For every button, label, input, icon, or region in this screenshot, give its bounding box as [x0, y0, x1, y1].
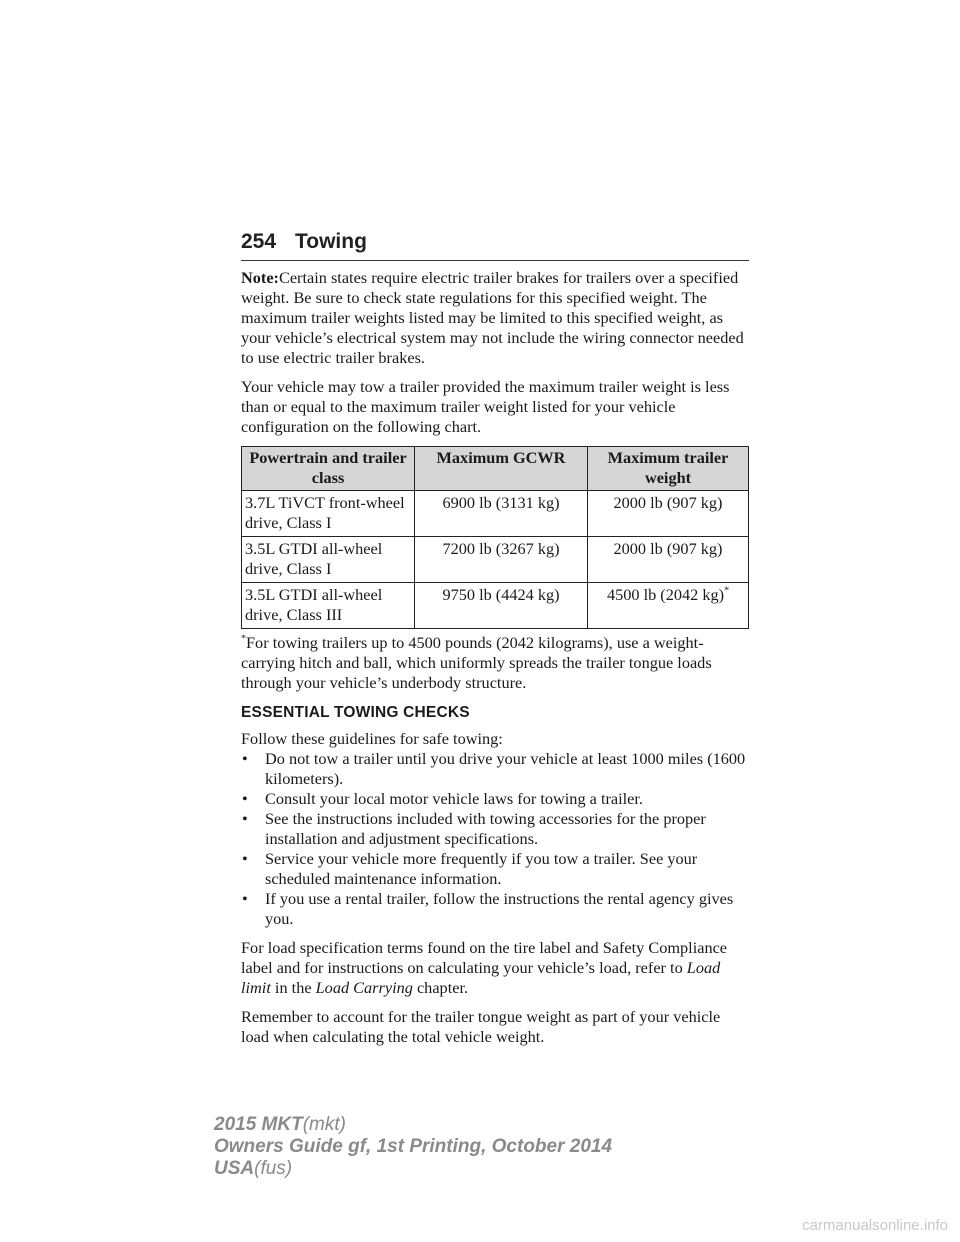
table-cell-gcwr: 7200 lb (3267 kg) [415, 537, 588, 583]
table-header-powertrain: Powertrain and trailer class [242, 447, 415, 491]
table-cell-powertrain: 3.5L GTDI all-wheel drive, Class III [242, 583, 415, 629]
list-item [241, 749, 749, 789]
table-row [242, 491, 749, 537]
page-footer [214, 1114, 612, 1180]
page-content [241, 268, 749, 1056]
table-header-gcwr: Maximum GCWR [415, 447, 588, 491]
load-limit-reference: Load limit [241, 958, 721, 997]
section-heading: ESSENTIAL TOWING CHECKS [241, 704, 470, 721]
list-item-text: Do not tow a trailer until you drive your vehicle at least 1000 miles (1600 kilometers). [265, 749, 746, 788]
section-lead: Follow these guidelines for safe towing: [241, 729, 503, 748]
closing-paragraph: Remember to account for the trailer tongue weight as part of your vehicle load when calculating the total vehicle weight. [241, 1007, 721, 1046]
note-text: Certain states require electric trailer brakes for trailers over a specified weight. Be sure to check state regulations for this specified weight. The maximum trailer weights listed may be limited to this specified weight, as your vehicle’s electrical system may not include the wiring connector needed to use electric trailer brakes. [241, 268, 744, 367]
watermark: carmanualsonline.info [802, 1217, 948, 1234]
table-header-row [242, 447, 749, 491]
footnote-marker: * [724, 585, 730, 597]
footnote-marker: * [241, 633, 246, 645]
footer-printing: Owners Guide gf, 1st Printing, October 2014 [214, 1136, 613, 1157]
list-item-text: If you use a rental trailer, follow the instructions the rental agency gives you. [265, 889, 734, 928]
footer-line-market [214, 1158, 612, 1180]
list-item [241, 849, 749, 889]
page-header [241, 226, 749, 261]
footer-line-model [214, 1114, 612, 1136]
towing-checks-list [241, 749, 749, 929]
load-paragraph [241, 938, 749, 998]
trailer-weight-table [241, 446, 749, 629]
bullet-icon: • [242, 849, 248, 868]
load-text-middle: in the [270, 978, 316, 997]
table-cell-gcwr: 6900 lb (3131 kg) [415, 491, 588, 537]
table-cell-gcwr: 9750 lb (4424 kg) [415, 583, 588, 629]
table-row [242, 537, 749, 583]
bullet-icon: • [242, 789, 248, 808]
table-cell-trailer-weight [588, 583, 749, 629]
table-cell-trailer-weight-value: 4500 lb (2042 kg) [606, 585, 725, 604]
list-item [241, 809, 749, 849]
footer-market-code: (fus) [254, 1158, 293, 1179]
list-item [241, 889, 749, 929]
bullet-icon: • [242, 809, 248, 828]
list-item [241, 789, 749, 809]
bullet-icon: • [242, 749, 248, 768]
note-paragraph [241, 268, 749, 368]
table-row [242, 583, 749, 629]
load-text-before: For load specification terms found on the tire label and Safety Compliance label and for instructions on calculating your vehicle’s load, refer to [241, 938, 728, 977]
note-label: Note: [241, 268, 279, 287]
chapter-title: Towing [295, 230, 367, 253]
footer-model: 2015 MKT [214, 1114, 303, 1135]
table-cell-trailer-weight: 2000 lb (907 kg) [588, 537, 749, 583]
table-cell-powertrain: 3.7L TiVCT front-wheel drive, Class I [242, 491, 415, 537]
list-item-text: Consult your local motor vehicle laws for towing a trailer. [265, 789, 643, 808]
table-header-trailer-weight: Maximum trailer weight [588, 447, 749, 491]
list-item-text: Service your vehicle more frequently if you tow a trailer. See your scheduled maintenance information. [265, 849, 698, 888]
footnote-text: For towing trailers up to 4500 pounds (2042 kilograms), use a weight-carrying hitch and ball, which uniformly spreads the trailer tongue loads through your vehicle’s underbody structure. [241, 633, 712, 692]
footer-market: USA [214, 1158, 255, 1179]
list-item-text: See the instructions included with towing accessories for the proper installation and adjustment specifications. [265, 809, 706, 848]
intro-paragraph: Your vehicle may tow a trailer provided the maximum trailer weight is less than or equal to the maximum trailer weight listed for your vehicle configuration on the following chart. [241, 377, 730, 436]
load-text-after: chapter. [412, 978, 469, 997]
bullet-icon: • [242, 889, 248, 908]
table-cell-powertrain: 3.5L GTDI all-wheel drive, Class I [242, 537, 415, 583]
page-number: 254 [241, 230, 277, 253]
load-carrying-reference: Load Carrying [315, 978, 413, 997]
table-cell-trailer-weight: 2000 lb (907 kg) [588, 491, 749, 537]
footnote [241, 633, 749, 693]
footer-model-code: (mkt) [302, 1114, 346, 1135]
